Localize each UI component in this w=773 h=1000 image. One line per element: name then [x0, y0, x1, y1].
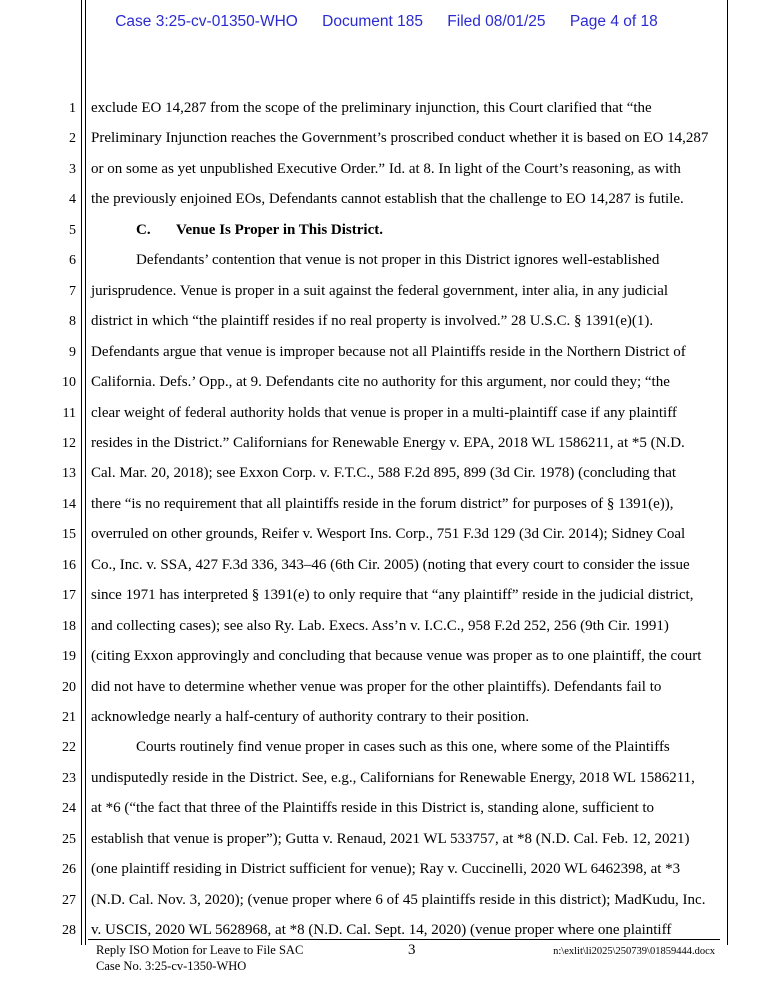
- body-line: jurisprudence. Venue is proper in a suit against the federal government, inter alia, in any judicial: [91, 282, 669, 299]
- body-line: or on some as yet unpublished Executive Order.” Id. at 8. In light of the Court’s reasoning, as with: [91, 160, 681, 177]
- line-number: 5: [69, 222, 76, 238]
- line-number: 14: [62, 496, 76, 512]
- body-line: did not have to determine whether venue was proper for the other plaintiffs). Defendants fail to: [91, 678, 662, 695]
- body-line: undisputedly reside in the District. See, e.g., Californians for Renewable Energy, 2018 WL 1586211,: [91, 769, 695, 786]
- line-number: 1: [69, 101, 76, 116]
- body-line: clear weight of federal authority holds that venue is proper in a multi-plaintiff case if any plaintiff: [91, 404, 677, 421]
- line-number: 28: [62, 923, 76, 939]
- line-number: 9: [69, 344, 76, 360]
- section-number: C.: [136, 221, 151, 238]
- body-line: and collecting cases); see also Ry. Lab. Execs. Ass’n v. I.C.C., 958 F.2d 252, 256 (9th Cir. 1991): [91, 617, 669, 634]
- right-margin-rule: [727, 0, 728, 945]
- line-number: 17: [62, 588, 76, 604]
- body-line: Defendants argue that venue is improper because not all Plaintiffs reside in the Northern District of: [91, 343, 686, 360]
- line-number: 8: [69, 314, 76, 330]
- line-number: 11: [62, 405, 76, 421]
- body-line: Courts routinely find venue proper in cases such as this one, where some of the Plaintiffs: [136, 739, 670, 756]
- body-line: at *6 (“the fact that three of the Plaintiffs reside in this District is, standing alone, sufficient to: [91, 800, 655, 817]
- line-number: 13: [62, 466, 76, 482]
- line-number: 3: [69, 161, 76, 177]
- line-number: 12: [62, 435, 76, 451]
- line-number: 19: [62, 649, 76, 665]
- header-document: Document 185: [322, 13, 423, 30]
- footer-title: Reply ISO Motion for Leave to File SAC: [96, 943, 304, 957]
- header-page: Page 4 of 18: [569, 13, 658, 30]
- body-line: establish that venue is proper”); Gutta v. Renaud, 2021 WL 533757, at *8 (N.D. Cal. Feb. 12, 2021): [91, 830, 690, 847]
- body-line: acknowledge nearly a half-century of authority contrary to their position.: [91, 709, 530, 725]
- line-number: 25: [62, 831, 76, 847]
- body-line: California. Defs.’ Opp., at 9. Defendants cite no authority for this argument, nor could they; “the: [91, 374, 670, 391]
- line-number: 4: [69, 192, 76, 208]
- footer-page-number: 3: [408, 942, 416, 958]
- line-number: 2: [69, 131, 76, 147]
- body-line: there “is no requirement that all plaintiffs reside in the forum district” for purposes of § 1391(e)),: [91, 495, 674, 512]
- body-line: Defendants’ contention that venue is not proper in this District ignores well-established: [136, 252, 660, 269]
- body-line: (N.D. Cal. Nov. 3, 2020); (venue proper where 6 of 45 plaintiffs reside in this district); MadKudu, Inc.: [91, 891, 706, 908]
- body-line: Preliminary Injunction reaches the Government’s proscribed conduct whether it is based on EO 14,287: [91, 130, 709, 147]
- body-line: v. USCIS, 2020 WL 5628968, at *8 (N.D. Cal. Sept. 14, 2020) (venue proper where one plaintiff: [91, 922, 672, 939]
- line-number: 18: [62, 618, 76, 634]
- body-line: (citing Exxon approvingly and concluding that because venue was proper as to one plaintiff, the court: [91, 648, 702, 665]
- header-case: Case 3:25-cv-01350-WHO: [115, 13, 298, 30]
- left-margin-rule: [81, 0, 82, 945]
- line-number: 6: [69, 253, 76, 269]
- body-line: Cal. Mar. 20, 2018); see Exxon Corp. v. F.T.C., 588 F.2d 895, 899 (3d Cir. 1978) (concluding that: [91, 465, 677, 482]
- body-line: overruled on other grounds, Reifer v. Wesport Ins. Corp., 751 F.3d 129 (3d Cir. 2014); Sidney Coal: [91, 526, 686, 543]
- line-number: 22: [62, 740, 76, 756]
- line-number: 21: [62, 710, 76, 725]
- body-line: resides in the District.” Californians for Renewable Energy v. EPA, 2018 WL 1586211, at *5 (N.D.: [91, 434, 685, 451]
- body-line: since 1971 has interpreted § 1391(e) to only require that “any plaintiff” reside in the judicial district,: [91, 587, 694, 604]
- header-filed: Filed 08/01/25: [447, 13, 546, 30]
- body-line: exclude EO 14,287 from the scope of the preliminary injunction, this Court clarified that “the: [91, 100, 652, 116]
- line-number: 16: [62, 557, 76, 573]
- body-line: (one plaintiff residing in District sufficient for venue); Ray v. Cuccinelli, 2020 WL 6462398, at *3: [91, 861, 681, 878]
- body-line: the previously enjoined EOs, Defendants cannot establish that the challenge to EO 14,287 is futile.: [91, 191, 684, 208]
- footer-case-number: Case No. 3:25-cv-1350-WHO: [96, 959, 247, 973]
- line-number: 7: [69, 283, 76, 299]
- line-number: 26: [62, 862, 76, 878]
- line-number: 20: [62, 679, 76, 695]
- line-number: 23: [62, 770, 76, 786]
- ecf-header: [0, 13, 773, 31]
- footer-caption: [96, 942, 303, 974]
- line-number: 15: [62, 527, 76, 543]
- section-title: Venue Is Proper in This District.: [176, 221, 383, 238]
- line-number: 24: [62, 801, 76, 817]
- footer-rule: [88, 939, 720, 940]
- line-number: 27: [62, 892, 76, 908]
- body-line: district in which “the plaintiff resides if no real property is involved.” 28 U.S.C. § 1391(e)(1).: [91, 313, 654, 330]
- footer-file-path: n:\exlit\li2025\250739\01859444.docx: [553, 946, 715, 957]
- body-line: Co., Inc. v. SSA, 427 F.3d 336, 343–46 (6th Cir. 2005) (noting that every court to consider the issue: [91, 556, 690, 573]
- line-number: 10: [62, 375, 76, 391]
- left-margin-rule-inner: [85, 0, 86, 945]
- section-heading: [136, 222, 383, 239]
